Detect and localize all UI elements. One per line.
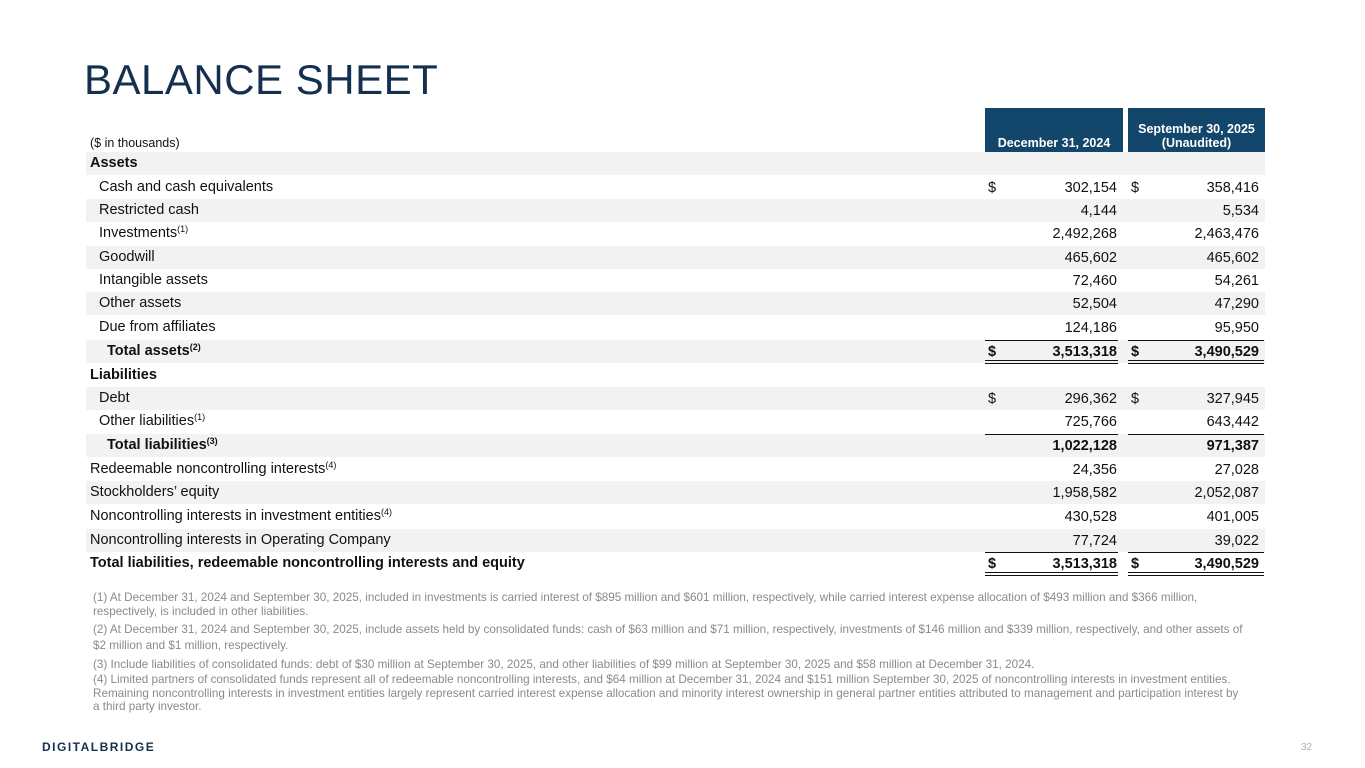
- currency-symbol: $: [988, 556, 997, 572]
- row-label: Other assets: [99, 295, 182, 311]
- table-row: [86, 410, 1265, 433]
- value-dec-2024: 2,492,268: [1052, 226, 1117, 242]
- value-sep-2025: 2,463,476: [1194, 226, 1259, 242]
- table-row: [86, 505, 1265, 528]
- page-number: 32: [1301, 742, 1313, 753]
- row-label: Liabilities: [90, 367, 157, 383]
- total-double-rule: [985, 572, 1118, 576]
- table-row: [86, 152, 1265, 175]
- row-label-wrap: [99, 225, 188, 241]
- row-label: Intangible assets: [99, 272, 208, 288]
- value-dec-2024: 124,186: [1064, 320, 1117, 336]
- value-sep-2025: 401,005: [1206, 509, 1259, 525]
- table-row: [86, 292, 1265, 315]
- currency-symbol: $: [988, 344, 997, 360]
- row-label: Other liabilities: [99, 413, 195, 429]
- row-label-wrap: [107, 343, 201, 359]
- value-sep-2025: 39,022: [1214, 533, 1259, 549]
- value-sep-2025: 5,534: [1222, 203, 1259, 219]
- value-dec-2024: 24,356: [1072, 462, 1117, 478]
- table-row: [86, 222, 1265, 245]
- column-header-line: December 31, 2024: [997, 136, 1111, 150]
- value-dec-2024: 4,144: [1080, 203, 1117, 219]
- value-dec-2024: 52,504: [1072, 296, 1117, 312]
- table-row: [86, 340, 1265, 363]
- footnote-4: (4) Limited partners of consolidated funds represent all of redeemable noncontrolling interests, and $64 million at December 31, 2024 and $151 million September 30, 2025 of noncontrolling interests in investment entities. Remaining noncontrolling interests in investment entities largely represent carried interest expense allocation and minority interest ownership in general partner entities attributed to management and participation interest by a third party investor.: [93, 673, 1239, 714]
- total-double-rule: [1128, 572, 1264, 576]
- subtotal-rule: [985, 434, 1118, 435]
- footnote-2: (2) At December 31, 2024 and September 30, 2025, include assets held by consolidated funds: cash of $63 million and $71 million, respectively, investments of $146 million and $339 million, respectively, and other assets of $2 million and $1 million, respectively.: [93, 623, 1243, 653]
- footnote-ref: (4): [380, 507, 392, 517]
- subtotal-rule: [1128, 340, 1264, 341]
- row-label-wrap: [107, 437, 218, 453]
- table-row: [86, 364, 1265, 387]
- table-row: [86, 434, 1265, 457]
- page-title: BALANCE SHEET: [84, 56, 439, 103]
- value-sep-2025: 465,602: [1206, 250, 1259, 266]
- table-row: [86, 199, 1265, 222]
- table-row: [86, 458, 1265, 481]
- value-sep-2025: 27,028: [1214, 462, 1259, 478]
- row-label: Restricted cash: [99, 202, 199, 218]
- currency-symbol: $: [988, 180, 997, 196]
- footnote-ref: (3): [206, 436, 218, 446]
- value-sep-2025: 47,290: [1214, 296, 1259, 312]
- value-dec-2024: 465,602: [1064, 250, 1117, 266]
- value-sep-2025: 358,416: [1206, 180, 1259, 196]
- table-row: [86, 529, 1265, 552]
- row-label: Debt: [99, 390, 130, 406]
- currency-symbol: $: [1131, 391, 1140, 407]
- company-logo: DIGITALBRIDGE: [42, 740, 156, 754]
- footnote-3: (3) Include liabilities of consolidated funds: debt of $30 million at September 30, 2025, and other liabilities of $99 million at September 30, 2025 and $58 million at December 31, 2024.: [93, 658, 1035, 672]
- row-label-wrap: [99, 413, 205, 429]
- footnote-ref: (2): [189, 342, 201, 352]
- row-label: Total assets: [107, 343, 190, 359]
- subtotal-rule: [1128, 552, 1264, 553]
- row-label: Noncontrolling interests in Operating Company: [90, 532, 391, 548]
- column-header-line: September 30, 2025: [1138, 122, 1255, 136]
- footnotes: [93, 591, 1243, 716]
- value-dec-2024: 1,022,128: [1052, 438, 1117, 454]
- row-label: Due from affiliates: [99, 319, 216, 335]
- value-dec-2024: 72,460: [1072, 273, 1117, 289]
- value-sep-2025: 3,490,529: [1194, 556, 1259, 572]
- row-label: Assets: [90, 155, 138, 171]
- table-row: [86, 269, 1265, 292]
- value-sep-2025: 327,945: [1206, 391, 1259, 407]
- value-sep-2025: 3,490,529: [1194, 344, 1259, 360]
- value-dec-2024: 1,958,582: [1052, 485, 1117, 501]
- value-sep-2025: 2,052,087: [1194, 485, 1259, 501]
- table-row: [86, 176, 1265, 199]
- row-label: Total liabilities, redeemable noncontrolling interests and equity: [90, 555, 525, 571]
- value-dec-2024: 302,154: [1064, 180, 1117, 196]
- footnote-ref: (1): [194, 412, 206, 422]
- value-sep-2025: 971,387: [1206, 438, 1259, 454]
- row-label: Goodwill: [99, 249, 155, 265]
- row-label: Stockholders’ equity: [90, 484, 220, 500]
- value-sep-2025: 95,950: [1214, 320, 1259, 336]
- value-dec-2024: 430,528: [1064, 509, 1117, 525]
- currency-symbol: $: [1131, 180, 1140, 196]
- subtotal-rule: [985, 552, 1118, 553]
- row-label: Noncontrolling interests in investment entities: [90, 508, 381, 524]
- value-dec-2024: 725,766: [1064, 414, 1117, 430]
- subtotal-rule: [1128, 434, 1264, 435]
- footnote-ref: (4): [325, 460, 337, 470]
- column-header-line: (Unaudited): [1161, 136, 1232, 150]
- footnote-ref: (1): [177, 224, 189, 234]
- value-dec-2024: 3,513,318: [1052, 344, 1117, 360]
- footnote-1: (1) At December 31, 2024 and September 30, 2025, included in investments is carried interest of $895 million and $601 million, respectively, while carried interest expense allocation of $493 million and $366 million, respectively, is included in other liabilities.: [93, 591, 1198, 618]
- value-sep-2025: 643,442: [1206, 414, 1259, 430]
- value-dec-2024: 77,724: [1072, 533, 1117, 549]
- table-row: [86, 481, 1265, 504]
- units-label: ($ in thousands): [90, 136, 180, 150]
- table-row: [86, 387, 1265, 410]
- row-label-wrap: [90, 508, 392, 524]
- column-header-sep-2025: [1128, 108, 1265, 152]
- row-label: Cash and cash equivalents: [99, 179, 274, 195]
- row-label: Redeemable noncontrolling interests: [90, 461, 326, 477]
- value-dec-2024: 3,513,318: [1052, 556, 1117, 572]
- row-label: Investments: [99, 225, 178, 241]
- currency-symbol: $: [1131, 344, 1140, 360]
- table-row: [86, 552, 1265, 575]
- currency-symbol: $: [1131, 556, 1140, 572]
- row-label-wrap: [90, 461, 336, 477]
- column-header-dec-2024: [985, 108, 1123, 152]
- value-sep-2025: 54,261: [1214, 273, 1259, 289]
- value-dec-2024: 296,362: [1064, 391, 1117, 407]
- subtotal-rule: [985, 340, 1118, 341]
- currency-symbol: $: [988, 391, 997, 407]
- table-row: [86, 246, 1265, 269]
- table-row: [86, 316, 1265, 339]
- row-label: Total liabilities: [107, 437, 207, 453]
